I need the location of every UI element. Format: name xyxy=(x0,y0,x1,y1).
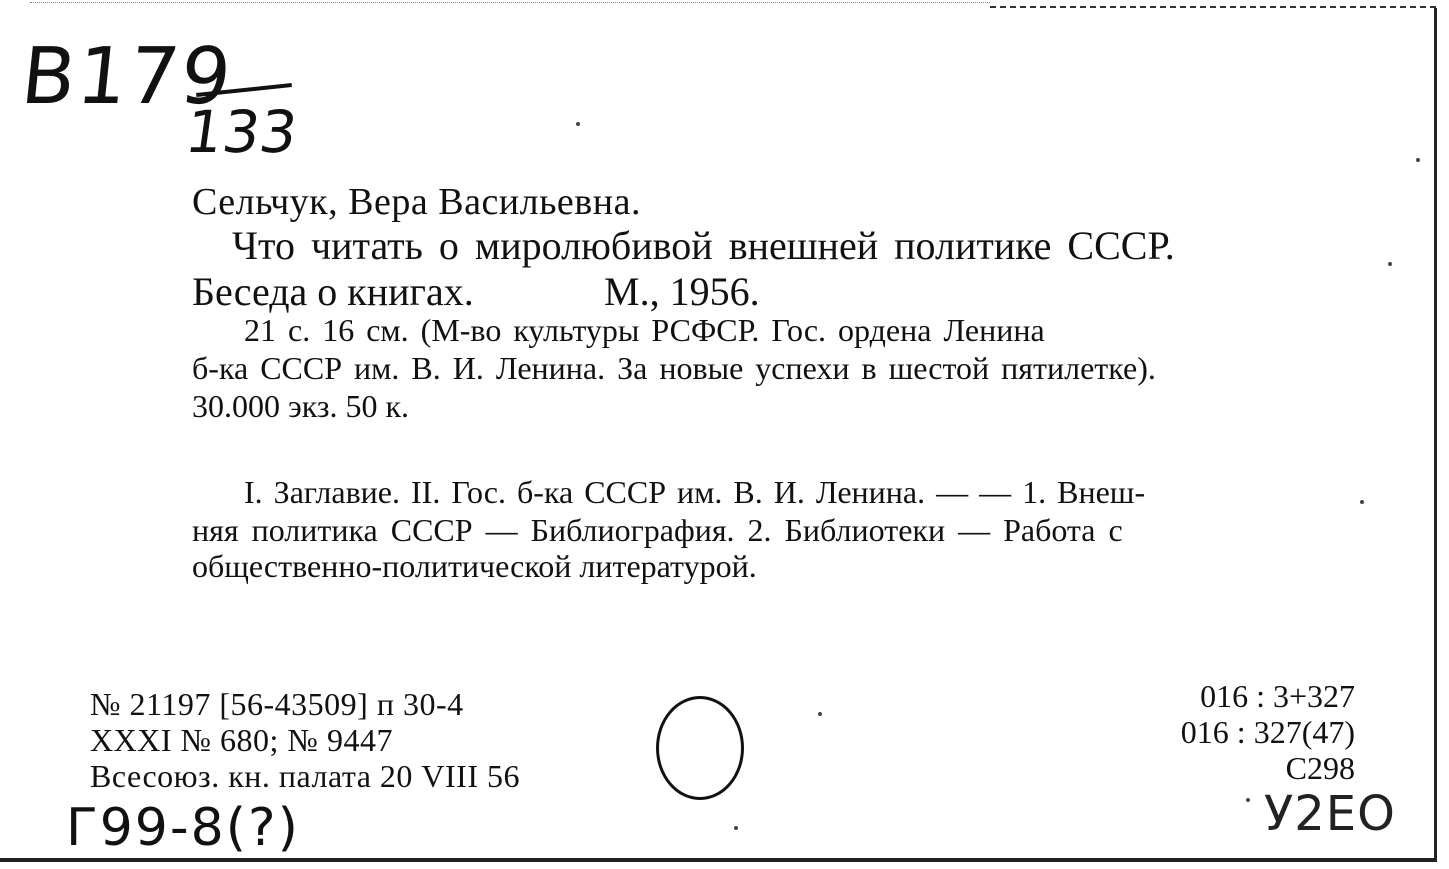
handwritten-note-right: У2ЕО xyxy=(1264,786,1396,842)
scan-speck xyxy=(1360,500,1364,504)
physical-description-line-2: б-ка СССР им. В. И. Ленина. За новые успехи в шестой пятилетке). xyxy=(192,350,1156,386)
scan-speck xyxy=(734,826,738,830)
registration-series: XXXI № 680; № 9447 xyxy=(90,722,393,758)
card-hole-circle xyxy=(656,696,744,800)
author-heading: Сельчук, Вера Васильевна. xyxy=(192,181,641,223)
card-top-border xyxy=(990,6,1436,8)
scan-speck xyxy=(1416,158,1420,162)
handwritten-note-left: Г99-8(?) xyxy=(66,798,300,858)
classification-udc-2: 016 : 327(47) xyxy=(1180,714,1355,750)
call-number-main: B179 xyxy=(17,32,238,122)
scan-speck xyxy=(576,122,580,126)
author-mark: С298 xyxy=(1285,750,1355,786)
imprint: М., 1956. xyxy=(604,269,760,314)
call-number-sub: 133 xyxy=(181,98,302,166)
physical-description-line-1: 21 с. 16 см. (М-во культуры РСФСР. Гос. ордена Ленина xyxy=(244,312,1045,348)
registration-chamber: Всесоюз. кн. палата 20 VIII 56 xyxy=(90,758,520,794)
card-bottom-border xyxy=(0,858,1437,862)
physical-description-line-3: 30.000 экз. 50 к. xyxy=(192,388,410,424)
registration-number: № 21197 [56-43509] п 30-4 xyxy=(90,686,464,722)
tracings-line-1: I. Заглавие. II. Гос. б-ка СССР им. В. И. Ленина. — — 1. Внеш- xyxy=(244,474,1146,510)
scan-speck xyxy=(818,712,822,716)
card-right-border xyxy=(1434,8,1437,858)
tracings-line-3: общественно-политической литературой. xyxy=(192,548,757,584)
title-line-2: Беседа о книгах. xyxy=(192,269,474,314)
card-top-edge xyxy=(30,2,990,3)
classification-udc-1: 016 : 3+327 xyxy=(1200,678,1355,714)
scan-speck xyxy=(1246,798,1250,802)
tracings-line-2: няя политика СССР — Библиография. 2. Библиотеки — Работа с xyxy=(192,512,1123,548)
scan-speck xyxy=(1388,262,1392,266)
title-line-1: Что читать о миролюбивой внешней политике СССР. xyxy=(232,223,1175,268)
